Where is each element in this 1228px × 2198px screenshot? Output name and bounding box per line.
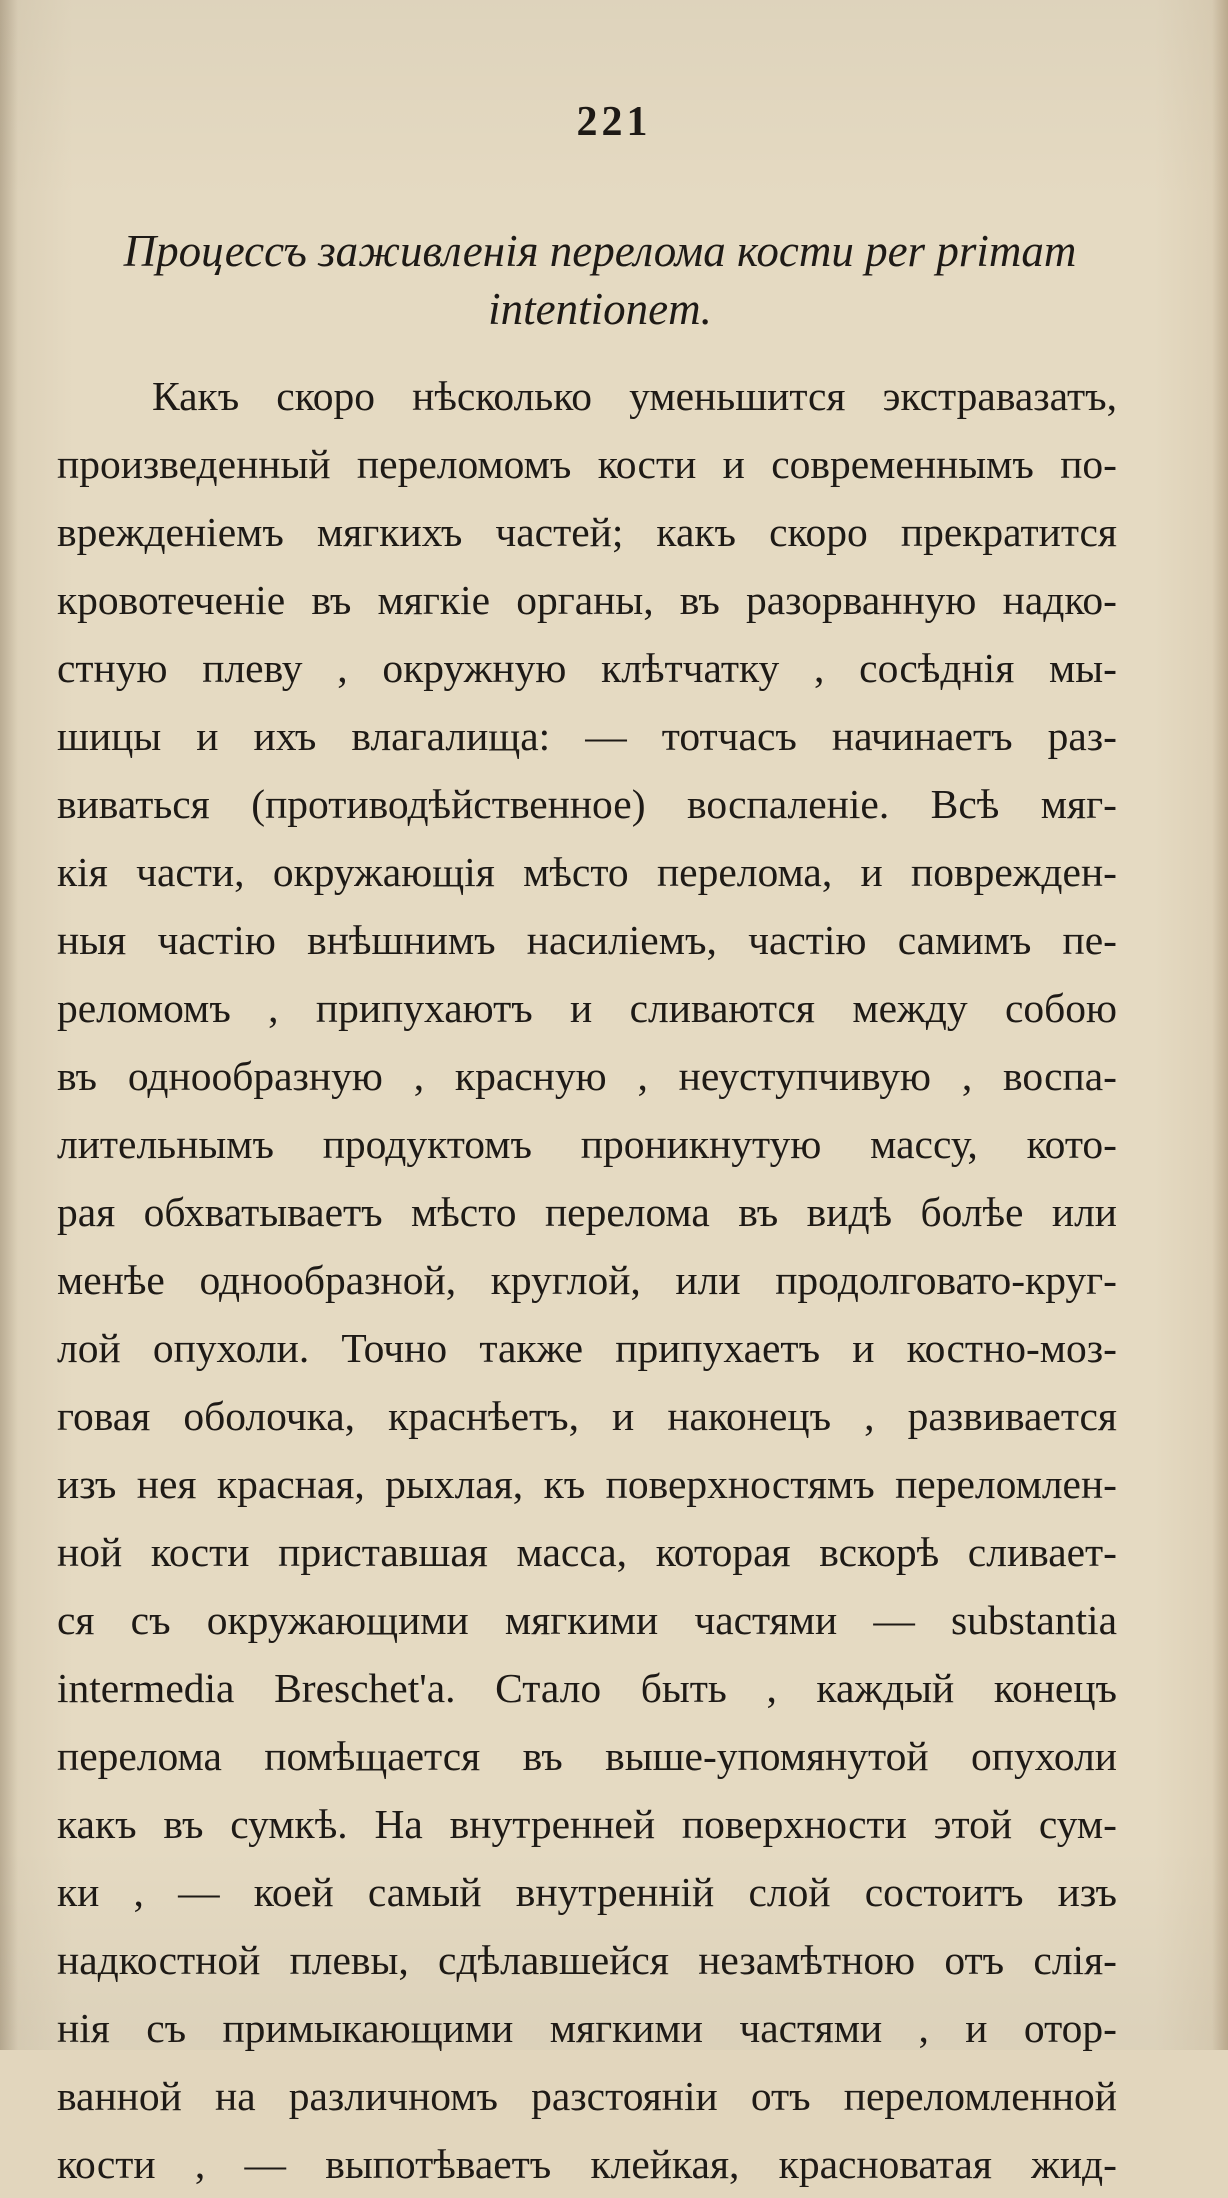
text-line: кровотеченіе въ мягкіе органы, въ разорванную надко- xyxy=(57,577,1117,623)
text-line: Какъ скоро нѣсколько уменьшится экстравазатъ, xyxy=(152,373,1117,419)
text-line: шицы и ихъ влагалища: — тотчасъ начинаетъ раз- xyxy=(57,713,1117,759)
text-line: врежденіемъ мягкихъ частей; какъ скоро прекратится xyxy=(57,509,1117,555)
right-edge-shadow xyxy=(1212,0,1228,2050)
text-line: менѣе однообразной, круглой, или продолговато-круг- xyxy=(57,1257,1117,1303)
text-line: кія части, окружающія мѣсто перелома, и поврежден- xyxy=(57,849,1117,895)
text-line: рая обхватываетъ мѣсто перелома въ видѣ болѣе или xyxy=(57,1189,1117,1235)
section-heading xyxy=(80,222,1120,338)
text-line: ся съ окружающими мягкими частями — substantia xyxy=(57,1597,1117,1643)
left-gutter-shadow xyxy=(0,0,18,2050)
text-line: стную плеву , окружную клѣтчатку , сосѣднія мы- xyxy=(57,645,1117,691)
text-line: какъ въ сумкѣ. На внутренней поверхности этой сум- xyxy=(57,1801,1117,1847)
text-line: реломомъ , припухаютъ и сливаются между собою xyxy=(57,985,1117,1031)
text-line: ныя частію внѣшнимъ насиліемъ, частію самимъ пе- xyxy=(57,917,1117,963)
text-line: ки , — коей самый внутренній слой состоитъ изъ xyxy=(57,1869,1117,1915)
text-line: лой опухоли. Точно также припухаетъ и костно-моз- xyxy=(57,1325,1117,1371)
text-line: нія съ примыкающими мягкими частями , и отор- xyxy=(57,2005,1117,2051)
text-line: ной кости приставшая масса, которая вскорѣ сливает- xyxy=(57,1529,1117,1575)
text-line: перелома помѣщается въ выше-упомянутой опухоли xyxy=(57,1733,1117,1779)
text-line: въ однообразную , красную , неуступчивую , воспа- xyxy=(57,1053,1117,1099)
text-line: лительнымъ продуктомъ проникнутую массу, кото- xyxy=(57,1121,1117,1167)
text-line: intermedia Breschet'a. Стало быть , каждый конецъ xyxy=(57,1665,1117,1711)
text-line: говая оболочка, краснѣетъ, и наконецъ , развивается xyxy=(57,1393,1117,1439)
heading-line-2: intentionem. xyxy=(488,284,712,334)
text-line: кости , — выпотѣваетъ клейкая, красноватая жид- xyxy=(57,2141,1117,2187)
text-line: виваться (противодѣйственное) воспаленіе. Всѣ мяг- xyxy=(57,781,1117,827)
page-number: 221 xyxy=(576,99,652,145)
heading-line-1: Процессъ заживленія перелома кости per primam xyxy=(123,226,1077,276)
text-line: ванной на различномъ разстояніи отъ переломленной xyxy=(57,2073,1117,2119)
text-line: произведенный переломомъ кости и современнымъ по- xyxy=(57,441,1117,487)
text-line: надкостной плевы, сдѣлавшейся незамѣтною отъ слія- xyxy=(57,1937,1117,1983)
text-line: изъ нея красная, рыхлая, къ поверхностямъ переломлен- xyxy=(57,1461,1117,1507)
body-text xyxy=(57,362,1117,2198)
